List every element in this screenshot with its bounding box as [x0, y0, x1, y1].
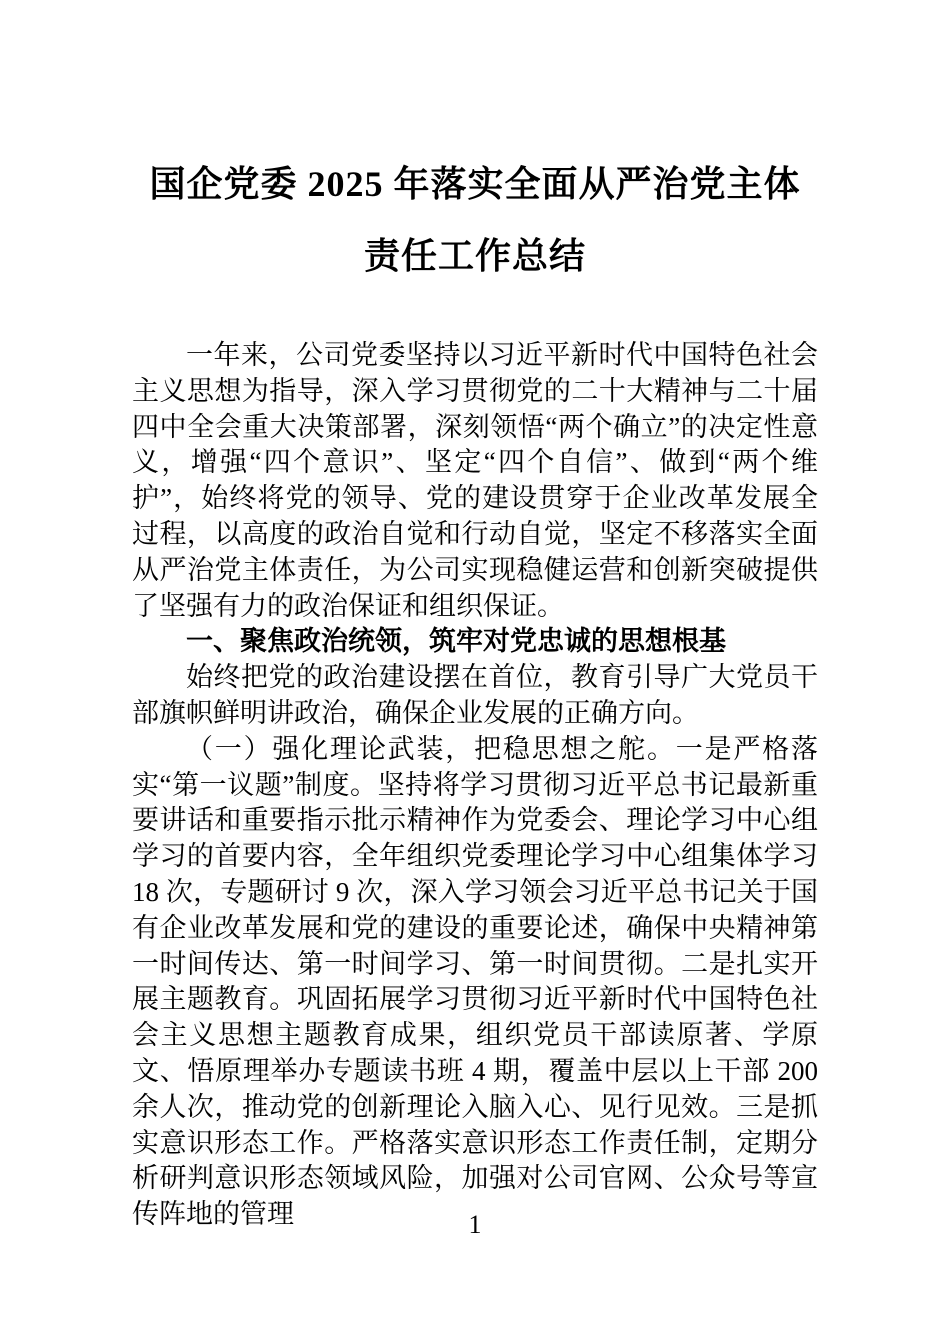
paragraph-section-lead: 始终把党的政治建设摆在首位，教育引导广大党员干部旗帜鲜明讲政治，确保企业发展的正确方向。: [132, 662, 818, 728]
document-body: [132, 338, 818, 1233]
page-footer: [0, 1210, 950, 1240]
paragraph-intro: 一年来，公司党委坚持以习近平新时代中国特色社会主义思想为指导，深入学习贯彻党的二十大精神与二十届四中全会重大决策部署，深刻领悟“两个确立”的决定性意义，增强“四个意识”、坚定“四个自信”、做到“两个维护”，始终将党的领导、党的建设贯穿于企业改革发展全过程，以高度的政治自觉和行动自觉，坚定不移落实全面从严治党主体责任，为公司实现稳健运营和创新突破提供了坚强有力的政治保证和组织保证。: [132, 340, 818, 621]
document-title: 国企党委 2025 年落实全面从严治党主体责任工作总结: [149, 164, 801, 276]
paragraph-subsection-1: （一）强化理论武装，把稳思想之舵。一是严格落实“第一议题”制度。坚持将学习贯彻习近平总书记最新重要讲话和重要指示批示精神作为党委会、理论学习中心组学习的首要内容，全年组织党委理论学习中心组集体学习 18 次，专题研讨 9 次，深入学习领会习近平总书记关于国有企业改革发展和党的建设的重要论述，确保中央精神第一时间传达、第一时间学习、第一时间贯彻。二是扎实开展主题教育。巩固拓展学习贯彻习近平新时代中国特色社会主义思想主题教育成果，组织党员干部读原著、学原文、悟原理举办专题读书班 4 期，覆盖中层以上干部 200 余人次，推动党的创新理论入脑入心、见行见效。三是抓实意识形态工作。严格落实意识形态工作责任制，定期分析研判意识形态领域风险，加强对公司官网、公众号等宣传阵地的管理: [132, 733, 818, 1230]
section-heading-1: 一、聚焦政治统领，筑牢对党忠诚的思想根基: [186, 626, 726, 657]
page-number: 1: [468, 1210, 482, 1239]
